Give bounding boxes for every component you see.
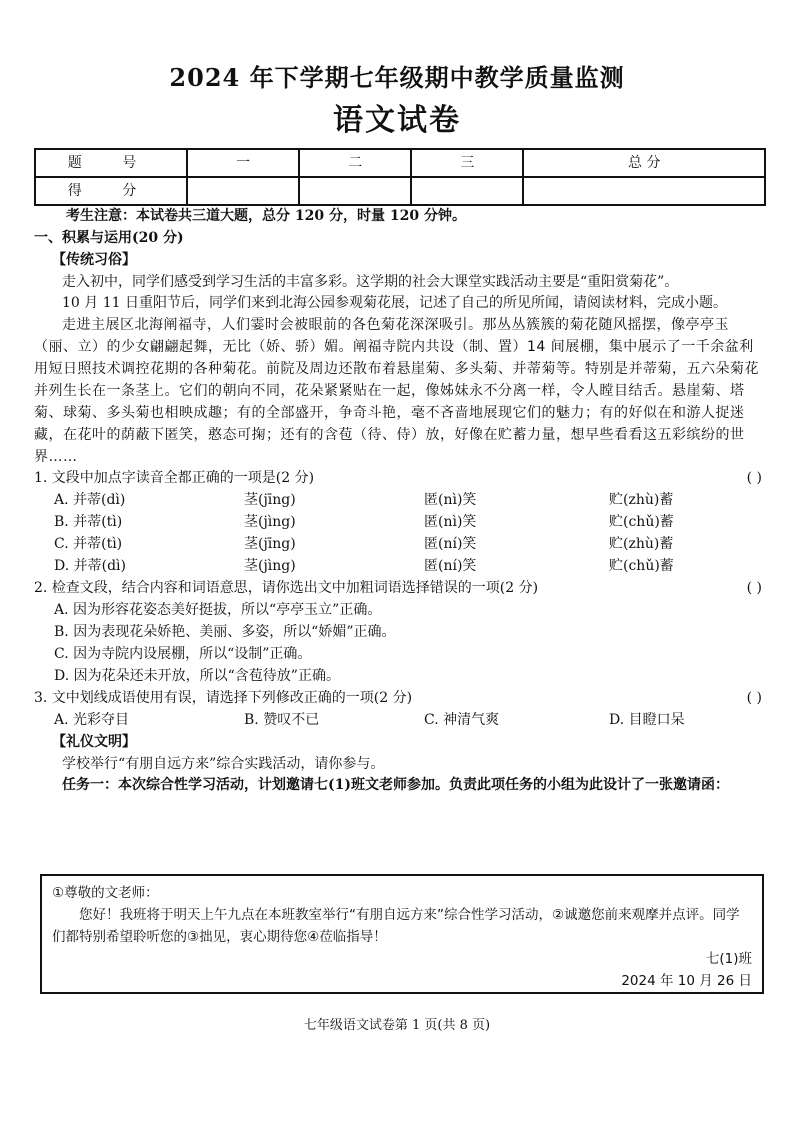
intro-paragraph: 走入初中，同学们感受到学习生活的丰富多彩。这学期的社会大课堂实践活动主要是“重阳赏菊花”。: [62, 274, 679, 290]
option-cell: 匿(ní)笑: [424, 558, 477, 574]
score-header-cell: 总 分: [523, 149, 765, 177]
option-row: [34, 710, 766, 732]
answer-blank[interactable]: ( ): [746, 470, 762, 486]
option-item: C. 因为寺院内设展棚，所以“设制”正确。: [54, 646, 312, 662]
intro-paragraph: 10 月 11 日重阳节后，同学们来到北海公园参观菊花展，记述了自己的所见所闻，请阅读材料，完成小题。: [62, 295, 727, 311]
option-cell: 贮(zhù)蓄: [609, 492, 674, 508]
intro-paragraph: 学校举行“有朋自远方来”综合实践活动，请你参与。: [62, 756, 385, 772]
option-item: A. 因为形容花姿态美好挺拔，所以“亭亭玉立”正确。: [54, 602, 382, 618]
score-table-header-row: [35, 149, 765, 177]
option-row: [34, 512, 766, 534]
invitation-box: [40, 874, 764, 994]
option-cell: C. 并蒂(tì): [54, 536, 123, 552]
question-2: [34, 578, 766, 600]
section-heading: 一、积累与运用(20 分): [34, 230, 184, 246]
option-cell: D. 目瞪口呆: [609, 712, 685, 728]
reading-passage: 走进主展区北海阐福寺，人们霎时会被眼前的各色菊花深深吸引。那丛丛簇簇的菊花随风摇摆，像亭亭玉（丽、立）的少女翩翩起舞，无比（娇、骄）媚。阐福寺院内共设（制、置）14 间展棚，集中展示了一千余盆利用短日照技术调控花期的各种菊花。前院及周边还散布着悬崖菊、多头菊、并蒂菊等。特别是并蒂菊，五六朵菊花并列生长在一条茎上。它们的朝向不同，花朵紧紧贴在一起，像姊妹永不分离一样，令人瞠目结舌。悬崖菊、塔菊、球菊、多头菊也相映成趣；有的全部盛开，争奇斗艳，毫不吝啬地展现它们的魅力；有的好似在和游人捉迷藏，在花叶的荫蔽下匿笑，憨态可掬；还有的含苞（待、侍）放，好像在贮蓄力量，想早些看看这五彩缤纷的世界……: [34, 317, 759, 465]
option-cell: B. 赞叹不已: [244, 712, 320, 728]
topic-tag-etiquette: 【礼仪文明】: [52, 734, 136, 750]
page-footer: 七年级语文试卷第 1 页(共 8 页): [303, 1018, 491, 1033]
score-blank-cell[interactable]: [299, 177, 411, 205]
option-cell: 茎(jīng): [244, 492, 296, 508]
score-header-cell: 一: [187, 149, 299, 177]
option-cell: 茎(jīng): [244, 536, 296, 552]
question-1: [34, 468, 766, 490]
option-cell: 茎(jìng): [244, 514, 296, 530]
option-item: B. 因为表现花朵娇艳、美丽、多姿，所以“娇媚”正确。: [54, 624, 396, 640]
option-cell: 贮(chǔ)蓄: [609, 558, 674, 574]
question-stem: 2. 检查文段，结合内容和词语意思，请你选出文中加粗词语选择错误的一项(2 分): [34, 580, 539, 596]
question-stem: 3. 文中划线成语使用有误，请选择下列修改正确的一项(2 分): [34, 690, 413, 706]
score-table: [34, 148, 766, 206]
option-cell: 茎(jìng): [244, 558, 296, 574]
answer-blank[interactable]: ( ): [746, 580, 762, 596]
score-header-cell: 二: [299, 149, 411, 177]
score-blank-cell[interactable]: [411, 177, 523, 205]
question-3: [34, 688, 766, 710]
section-one: [34, 228, 766, 796]
option-cell: 贮(chǔ)蓄: [609, 514, 674, 530]
score-label-cell: 得 分: [35, 177, 187, 205]
option-cell: 匿(nì)笑: [424, 514, 477, 530]
score-header-cell: 题 号: [35, 149, 187, 177]
question-stem: 1. 文段中加点字读音全都正确的一项是(2 分): [34, 470, 315, 486]
option-cell: 匿(nì)笑: [424, 492, 477, 508]
option-cell: 贮(zhù)蓄: [609, 536, 674, 552]
option-row: [34, 490, 766, 512]
invitation-body: 您好！我班将于明天上午九点在本班教室举行“有朋自远方来”综合性学习活动，②诚邀您前来观摩并点评。同学们都特别希望聆听您的③拙见，衷心期待您④莅临指导！: [52, 907, 740, 945]
score-header-cell: 三: [411, 149, 523, 177]
option-cell: D. 并蒂(dì): [54, 558, 126, 574]
task-one: 任务一：本次综合性学习活动，计划邀请七(1)班文老师参加。负责此项任务的小组为此设计了一张邀请函：: [62, 777, 729, 793]
option-cell: 匿(ní)笑: [424, 536, 477, 552]
answer-blank[interactable]: ( ): [746, 690, 762, 706]
option-list: [34, 600, 766, 688]
exam-notice: 考生注意：本试卷共三道大题，总分 120 分，时量 120 分钟。: [66, 208, 466, 224]
option-cell: C. 神清气爽: [424, 712, 500, 728]
option-cell: B. 并蒂(tì): [54, 514, 123, 530]
option-row: [34, 556, 766, 578]
invitation-date: 2024 年 10 月 26 日: [621, 973, 752, 989]
topic-tag-tradition: 【传统习俗】: [52, 252, 136, 268]
invitation-signature: 七(1)班: [705, 951, 752, 967]
score-table-score-row: [35, 177, 765, 205]
score-blank-cell[interactable]: [523, 177, 765, 205]
invitation-salutation: ①尊敬的文老师：: [52, 885, 159, 901]
option-cell: A. 光彩夺目: [54, 712, 130, 728]
option-cell: A. 并蒂(dì): [54, 492, 126, 508]
option-row: [34, 534, 766, 556]
exam-title: 2024 年下学期七年级期中教学质量监测: [169, 63, 625, 92]
subject-title: 语文试卷: [333, 103, 461, 138]
option-item: D. 因为花朵还未开放，所以“含苞待放”正确。: [54, 668, 340, 684]
score-blank-cell[interactable]: [187, 177, 299, 205]
